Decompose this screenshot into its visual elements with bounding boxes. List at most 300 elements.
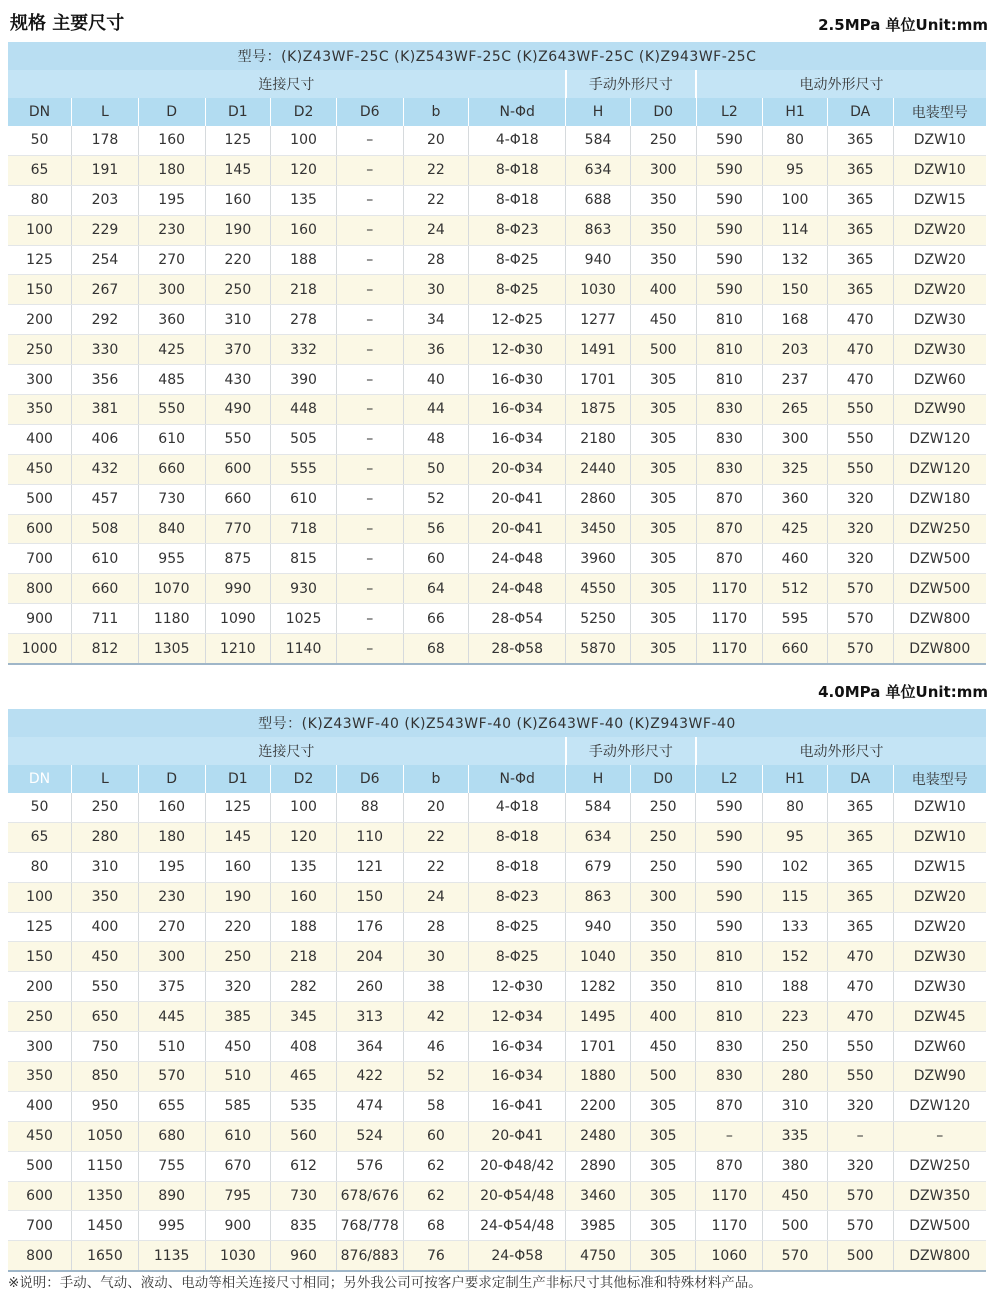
table-cell: 875 bbox=[205, 544, 271, 574]
table-cell: 20-Φ48/42 bbox=[469, 1151, 566, 1181]
table-cell: 80 bbox=[763, 793, 828, 822]
table-cell: 280 bbox=[763, 1062, 828, 1092]
table-cell: 470 bbox=[827, 365, 893, 395]
table-cell: 570 bbox=[827, 574, 893, 604]
table-cell: 350 bbox=[72, 882, 139, 912]
table-cell: – bbox=[336, 454, 403, 484]
table-cell: 120 bbox=[271, 822, 337, 852]
table-cell: 28 bbox=[403, 245, 469, 275]
table-cell: 3450 bbox=[566, 514, 631, 544]
table-cell: 364 bbox=[336, 1032, 403, 1062]
table-cell: 634 bbox=[566, 155, 631, 185]
table-cell: 305 bbox=[630, 634, 696, 664]
table-cell: 38 bbox=[403, 972, 469, 1002]
table-cell: 110 bbox=[336, 822, 403, 852]
table-cell: 610 bbox=[205, 1121, 271, 1151]
table-cell: 250 bbox=[8, 335, 72, 365]
table-cell: – bbox=[336, 484, 403, 514]
table-cell: 576 bbox=[336, 1151, 403, 1181]
table-cell: 445 bbox=[138, 1002, 205, 1032]
table-cell: 254 bbox=[72, 245, 139, 275]
table-cell: 305 bbox=[630, 454, 696, 484]
table-cell: 8-Φ18 bbox=[469, 155, 566, 185]
table-cell: 12-Φ25 bbox=[469, 305, 566, 335]
table-cell: 100 bbox=[8, 882, 72, 912]
table-cell: 425 bbox=[763, 514, 828, 544]
table-cell: 474 bbox=[336, 1091, 403, 1121]
table-cell: 310 bbox=[72, 852, 139, 882]
table-cell: 1701 bbox=[566, 1032, 631, 1062]
table-cell: 1025 bbox=[271, 604, 337, 634]
table-cell: 150 bbox=[8, 942, 72, 972]
table-cell: 160 bbox=[138, 793, 205, 822]
model-header: 型号：(K)Z43WF-40 (K)Z543WF-40 (K)Z643WF-40 (K)Z943WF-40 bbox=[8, 709, 986, 737]
table-cell: 560 bbox=[271, 1121, 337, 1151]
table-row bbox=[8, 912, 986, 942]
table-cell: 305 bbox=[630, 604, 696, 634]
table-cell: 28 bbox=[403, 912, 469, 942]
table-cell: 768/778 bbox=[336, 1211, 403, 1241]
table-cell: 1030 bbox=[205, 1241, 271, 1271]
table-cell: 30 bbox=[403, 942, 469, 972]
table-cell: 995 bbox=[138, 1211, 205, 1241]
table-cell: – bbox=[336, 634, 403, 664]
table-cell: 595 bbox=[763, 604, 828, 634]
table-cell: 940 bbox=[566, 245, 631, 275]
table-row bbox=[8, 1002, 986, 1032]
table-cell: 750 bbox=[72, 1032, 139, 1062]
table-cell: 570 bbox=[827, 1181, 893, 1211]
table-cell: 300 bbox=[138, 942, 205, 972]
table-cell: 550 bbox=[138, 395, 205, 425]
table-cell: 5870 bbox=[566, 634, 631, 664]
column-header: N-Φd bbox=[469, 98, 566, 126]
table-cell: 218 bbox=[271, 275, 337, 305]
table-cell: 810 bbox=[696, 942, 763, 972]
table-cell: 135 bbox=[271, 852, 337, 882]
table-cell: 432 bbox=[72, 454, 139, 484]
table-cell: 350 bbox=[630, 942, 696, 972]
column-header: DN bbox=[8, 765, 72, 793]
table-cell: 270 bbox=[138, 245, 205, 275]
table-cell: 876/883 bbox=[336, 1241, 403, 1271]
table-cell: 600 bbox=[8, 1181, 72, 1211]
table-cell: 8-Φ18 bbox=[469, 852, 566, 882]
table-cell: 305 bbox=[630, 1151, 696, 1181]
table-cell: 168 bbox=[763, 305, 828, 335]
table-cell: 135 bbox=[271, 185, 337, 215]
table-cell: 125 bbox=[8, 245, 72, 275]
table-cell: 68 bbox=[403, 1211, 469, 1241]
table-cell: 800 bbox=[8, 1241, 72, 1271]
table-cell: – bbox=[336, 155, 403, 185]
table-cell: DZW10 bbox=[893, 822, 986, 852]
table-cell: 250 bbox=[8, 1002, 72, 1032]
table-cell: 20 bbox=[403, 793, 469, 822]
table-cell: DZW120 bbox=[893, 424, 986, 454]
column-header: b bbox=[403, 765, 469, 793]
table-cell: 500 bbox=[827, 1241, 893, 1271]
table-cell: 390 bbox=[271, 365, 337, 395]
table-cell: 12-Φ34 bbox=[469, 1002, 566, 1032]
table-cell: 16-Φ34 bbox=[469, 395, 566, 425]
table-cell: 66 bbox=[403, 604, 469, 634]
table-cell: 524 bbox=[336, 1121, 403, 1151]
table-cell: 850 bbox=[72, 1062, 139, 1092]
table-cell: 250 bbox=[205, 275, 271, 305]
table-cell: 260 bbox=[336, 972, 403, 1002]
table-cell: 810 bbox=[696, 365, 763, 395]
table-cell: 20 bbox=[403, 126, 469, 155]
table-cell: 65 bbox=[8, 822, 72, 852]
table-row bbox=[8, 454, 986, 484]
table-cell: – bbox=[336, 365, 403, 395]
table-cell: 305 bbox=[630, 1121, 696, 1151]
table-cell: 830 bbox=[696, 1062, 763, 1092]
table-cell: 20-Φ54/48 bbox=[469, 1181, 566, 1211]
table-cell: 332 bbox=[271, 335, 337, 365]
table-cell: 700 bbox=[8, 1211, 72, 1241]
table-cell: 1040 bbox=[566, 942, 631, 972]
table-cell: 350 bbox=[8, 1062, 72, 1092]
table-cell: 4-Φ18 bbox=[469, 126, 566, 155]
table-cell: 8-Φ23 bbox=[469, 215, 566, 245]
table-cell: 278 bbox=[271, 305, 337, 335]
table-cell: DZW20 bbox=[893, 912, 986, 942]
table-cell: 50 bbox=[403, 454, 469, 484]
table-cell: 590 bbox=[696, 155, 763, 185]
table-cell: 180 bbox=[138, 822, 205, 852]
table-cell: DZW30 bbox=[893, 335, 986, 365]
column-header: D bbox=[138, 765, 205, 793]
table-body bbox=[8, 126, 986, 664]
table-cell: 20-Φ41 bbox=[469, 484, 566, 514]
column-header: D0 bbox=[630, 98, 696, 126]
table-cell: 770 bbox=[205, 514, 271, 544]
table-cell: 300 bbox=[630, 882, 696, 912]
table-cell: 1875 bbox=[566, 395, 631, 425]
table-row bbox=[8, 574, 986, 604]
column-header: H bbox=[566, 765, 631, 793]
table-cell: 375 bbox=[138, 972, 205, 1002]
table-cell: 56 bbox=[403, 514, 469, 544]
table-cell: 550 bbox=[205, 424, 271, 454]
table-cell: 133 bbox=[763, 912, 828, 942]
table-cell: 292 bbox=[72, 305, 139, 335]
table-cell: 610 bbox=[138, 424, 205, 454]
table-cell: DZW350 bbox=[893, 1181, 986, 1211]
group-header-connection: 连接尺寸 bbox=[8, 737, 566, 765]
table-cell: 590 bbox=[696, 275, 763, 305]
table-cell: 400 bbox=[630, 1002, 696, 1032]
table-cell: 62 bbox=[403, 1151, 469, 1181]
table-cell: 120 bbox=[271, 155, 337, 185]
table-cell: 305 bbox=[630, 514, 696, 544]
table-cell: 68 bbox=[403, 634, 469, 664]
table-cell: 650 bbox=[72, 1002, 139, 1032]
table-cell: – bbox=[893, 1121, 986, 1151]
table-cell: 190 bbox=[205, 882, 271, 912]
table-cell: 320 bbox=[827, 484, 893, 514]
table-cell: 590 bbox=[696, 822, 763, 852]
table-cell: 305 bbox=[630, 1241, 696, 1271]
table-cell: 350 bbox=[630, 972, 696, 1002]
table-cell: DZW15 bbox=[893, 852, 986, 882]
table-cell: DZW10 bbox=[893, 793, 986, 822]
table-cell: 115 bbox=[763, 882, 828, 912]
table-cell: 1050 bbox=[72, 1121, 139, 1151]
table-cell: 470 bbox=[827, 972, 893, 1002]
table-cell: 282 bbox=[271, 972, 337, 1002]
table-cell: 305 bbox=[630, 1181, 696, 1211]
table-cell: 1491 bbox=[566, 335, 631, 365]
table-cell: – bbox=[336, 245, 403, 275]
table-cell: 24-Φ58 bbox=[469, 1241, 566, 1271]
table-cell: 8-Φ25 bbox=[469, 912, 566, 942]
table-cell: 500 bbox=[630, 335, 696, 365]
table-cell: 22 bbox=[403, 155, 469, 185]
column-header: 电装型号 bbox=[893, 98, 986, 126]
table-cell: 830 bbox=[696, 1032, 763, 1062]
table-cell: 16-Φ34 bbox=[469, 424, 566, 454]
table-cell: 365 bbox=[827, 185, 893, 215]
table-cell: 870 bbox=[696, 1091, 763, 1121]
table-cell: 204 bbox=[336, 942, 403, 972]
table-row bbox=[8, 245, 986, 275]
table-row bbox=[8, 634, 986, 664]
table-cell: 450 bbox=[630, 1032, 696, 1062]
table-cell: 195 bbox=[138, 185, 205, 215]
table-row bbox=[8, 155, 986, 185]
table-row bbox=[8, 604, 986, 634]
table-cell: 100 bbox=[763, 185, 828, 215]
table-cell: 2200 bbox=[566, 1091, 631, 1121]
table-cell: 830 bbox=[696, 395, 763, 425]
table-cell: 100 bbox=[8, 215, 72, 245]
table-cell: 590 bbox=[696, 882, 763, 912]
table-cell: 114 bbox=[763, 215, 828, 245]
table-cell: 500 bbox=[8, 1151, 72, 1181]
table-row bbox=[8, 215, 986, 245]
table-cell: 485 bbox=[138, 365, 205, 395]
table-cell: 900 bbox=[205, 1211, 271, 1241]
table-cell: 1701 bbox=[566, 365, 631, 395]
table-cell: 350 bbox=[8, 395, 72, 425]
table-cell: 16-Φ34 bbox=[469, 1062, 566, 1092]
table-cell: 1277 bbox=[566, 305, 631, 335]
table-cell: DZW10 bbox=[893, 126, 986, 155]
table-cell: DZW250 bbox=[893, 514, 986, 544]
table-cell: 12-Φ30 bbox=[469, 972, 566, 1002]
table-cell: 350 bbox=[630, 215, 696, 245]
table-cell: 890 bbox=[138, 1181, 205, 1211]
table-cell: DZW20 bbox=[893, 245, 986, 275]
table-cell: 960 bbox=[271, 1241, 337, 1271]
table-cell: 365 bbox=[827, 215, 893, 245]
table-cell: 250 bbox=[763, 1032, 828, 1062]
unit-label-25: 2.5MPa 单位Unit:mm bbox=[818, 16, 988, 34]
table-cell: 448 bbox=[271, 395, 337, 425]
table-cell: 20-Φ41 bbox=[469, 514, 566, 544]
table-cell: 660 bbox=[205, 484, 271, 514]
table-row bbox=[8, 424, 986, 454]
table-cell: 450 bbox=[630, 305, 696, 335]
table-cell: 5250 bbox=[566, 604, 631, 634]
table-cell: DZW500 bbox=[893, 544, 986, 574]
table-cell: 900 bbox=[8, 604, 72, 634]
table-cell: 176 bbox=[336, 912, 403, 942]
table-cell: – bbox=[336, 275, 403, 305]
table-cell: 490 bbox=[205, 395, 271, 425]
table-row bbox=[8, 1151, 986, 1181]
table-cell: 76 bbox=[403, 1241, 469, 1271]
table-cell: 335 bbox=[763, 1121, 828, 1151]
table-cell: 8-Φ23 bbox=[469, 882, 566, 912]
table-cell: 160 bbox=[271, 215, 337, 245]
table-cell: 300 bbox=[8, 365, 72, 395]
table-cell: 1000 bbox=[8, 634, 72, 664]
table-cell: 365 bbox=[827, 155, 893, 185]
table-cell: 1880 bbox=[566, 1062, 631, 1092]
table-cell: 300 bbox=[8, 1032, 72, 1062]
table-cell: 350 bbox=[630, 245, 696, 275]
table-cell: – bbox=[336, 514, 403, 544]
table-cell: DZW120 bbox=[893, 1091, 986, 1121]
table-cell: – bbox=[336, 395, 403, 425]
table-cell: – bbox=[827, 1121, 893, 1151]
column-header: D2 bbox=[271, 98, 337, 126]
table-cell: 20-Φ34 bbox=[469, 454, 566, 484]
page-title: 规格 主要尺寸 bbox=[10, 13, 125, 34]
table-cell: 795 bbox=[205, 1181, 271, 1211]
table-cell: 305 bbox=[630, 484, 696, 514]
table-cell: 370 bbox=[205, 335, 271, 365]
table-cell: 145 bbox=[205, 155, 271, 185]
table-cell: 510 bbox=[205, 1062, 271, 1092]
table-cell: 450 bbox=[8, 454, 72, 484]
table-cell: 550 bbox=[827, 1032, 893, 1062]
table-cell: DZW180 bbox=[893, 484, 986, 514]
table-cell: 1180 bbox=[138, 604, 205, 634]
table-cell: 265 bbox=[763, 395, 828, 425]
table-cell: 24 bbox=[403, 215, 469, 245]
table-cell: 40 bbox=[403, 365, 469, 395]
table-cell: 512 bbox=[763, 574, 828, 604]
table-cell: 121 bbox=[336, 852, 403, 882]
table-row bbox=[8, 822, 986, 852]
table-cell: – bbox=[336, 604, 403, 634]
table-cell: 230 bbox=[138, 215, 205, 245]
table-cell: 132 bbox=[763, 245, 828, 275]
table-cell: 812 bbox=[72, 634, 139, 664]
spec-table-40mpa bbox=[8, 709, 986, 1272]
table-row bbox=[8, 942, 986, 972]
table-cell: 584 bbox=[566, 126, 631, 155]
table-cell: 80 bbox=[763, 126, 828, 155]
table-cell: DZW90 bbox=[893, 395, 986, 425]
table-cell: 88 bbox=[336, 793, 403, 822]
table-cell: 36 bbox=[403, 335, 469, 365]
table-row bbox=[8, 972, 986, 1002]
table-cell: 305 bbox=[630, 365, 696, 395]
table-cell: 655 bbox=[138, 1091, 205, 1121]
table-cell: 8-Φ18 bbox=[469, 822, 566, 852]
column-header: 电装型号 bbox=[893, 765, 986, 793]
table-cell: 610 bbox=[271, 484, 337, 514]
table-row bbox=[8, 1241, 986, 1271]
table-cell: 50 bbox=[8, 126, 72, 155]
table-cell: 830 bbox=[696, 424, 763, 454]
table-cell: 870 bbox=[696, 1151, 763, 1181]
table-cell: 612 bbox=[271, 1151, 337, 1181]
table-cell: 1140 bbox=[271, 634, 337, 664]
table-cell: 80 bbox=[8, 852, 72, 882]
table-cell: 600 bbox=[205, 454, 271, 484]
table-cell: 218 bbox=[271, 942, 337, 972]
table-cell: 8-Φ25 bbox=[469, 245, 566, 275]
column-header: D bbox=[138, 98, 205, 126]
table-cell: DZW30 bbox=[893, 942, 986, 972]
table-cell: 590 bbox=[696, 912, 763, 942]
table-cell: DZW15 bbox=[893, 185, 986, 215]
table-row bbox=[8, 1211, 986, 1241]
column-header: L2 bbox=[696, 765, 763, 793]
table-cell: – bbox=[336, 424, 403, 454]
table-cell: 450 bbox=[72, 942, 139, 972]
table-cell: 688 bbox=[566, 185, 631, 215]
table-cell: 24-Φ48 bbox=[469, 574, 566, 604]
table-cell: 95 bbox=[763, 155, 828, 185]
table-cell: 34 bbox=[403, 305, 469, 335]
table-cell: 430 bbox=[205, 365, 271, 395]
table-cell: 870 bbox=[696, 484, 763, 514]
table-cell: 305 bbox=[630, 574, 696, 604]
table-cell: DZW45 bbox=[893, 1002, 986, 1032]
table-cell: 840 bbox=[138, 514, 205, 544]
table-cell: 250 bbox=[630, 126, 696, 155]
table-row bbox=[8, 484, 986, 514]
table-cell: 60 bbox=[403, 1121, 469, 1151]
table-cell: 385 bbox=[205, 1002, 271, 1032]
footnote: ※说明：手动、气动、液动、电动等相关连接尺寸相同；另外我公司可按客户要求定制生产非标尺寸其他标准和特殊材料产品。 bbox=[8, 1275, 762, 1291]
table-cell: 470 bbox=[827, 942, 893, 972]
table-cell: 400 bbox=[630, 275, 696, 305]
table-cell: 570 bbox=[138, 1062, 205, 1092]
table-cell: 310 bbox=[205, 305, 271, 335]
table-cell: 810 bbox=[696, 305, 763, 335]
table-row bbox=[8, 1032, 986, 1062]
table-cell: 450 bbox=[8, 1121, 72, 1151]
table-row bbox=[8, 305, 986, 335]
table-cell: 2180 bbox=[566, 424, 631, 454]
table-cell: – bbox=[696, 1121, 763, 1151]
spec-table-25mpa bbox=[8, 42, 986, 665]
table-cell: 406 bbox=[72, 424, 139, 454]
table-cell: DZW90 bbox=[893, 1062, 986, 1092]
table-cell: 220 bbox=[205, 245, 271, 275]
table-cell: 590 bbox=[696, 852, 763, 882]
table-cell: 250 bbox=[205, 942, 271, 972]
table-cell: 1030 bbox=[566, 275, 631, 305]
table-cell: 178 bbox=[72, 126, 139, 155]
table-cell: 4750 bbox=[566, 1241, 631, 1271]
table-cell: 320 bbox=[205, 972, 271, 1002]
table-cell: 508 bbox=[72, 514, 139, 544]
table-cell: 730 bbox=[138, 484, 205, 514]
table-cell: 250 bbox=[630, 793, 696, 822]
table-cell: 470 bbox=[827, 335, 893, 365]
table-cell: 422 bbox=[336, 1062, 403, 1092]
